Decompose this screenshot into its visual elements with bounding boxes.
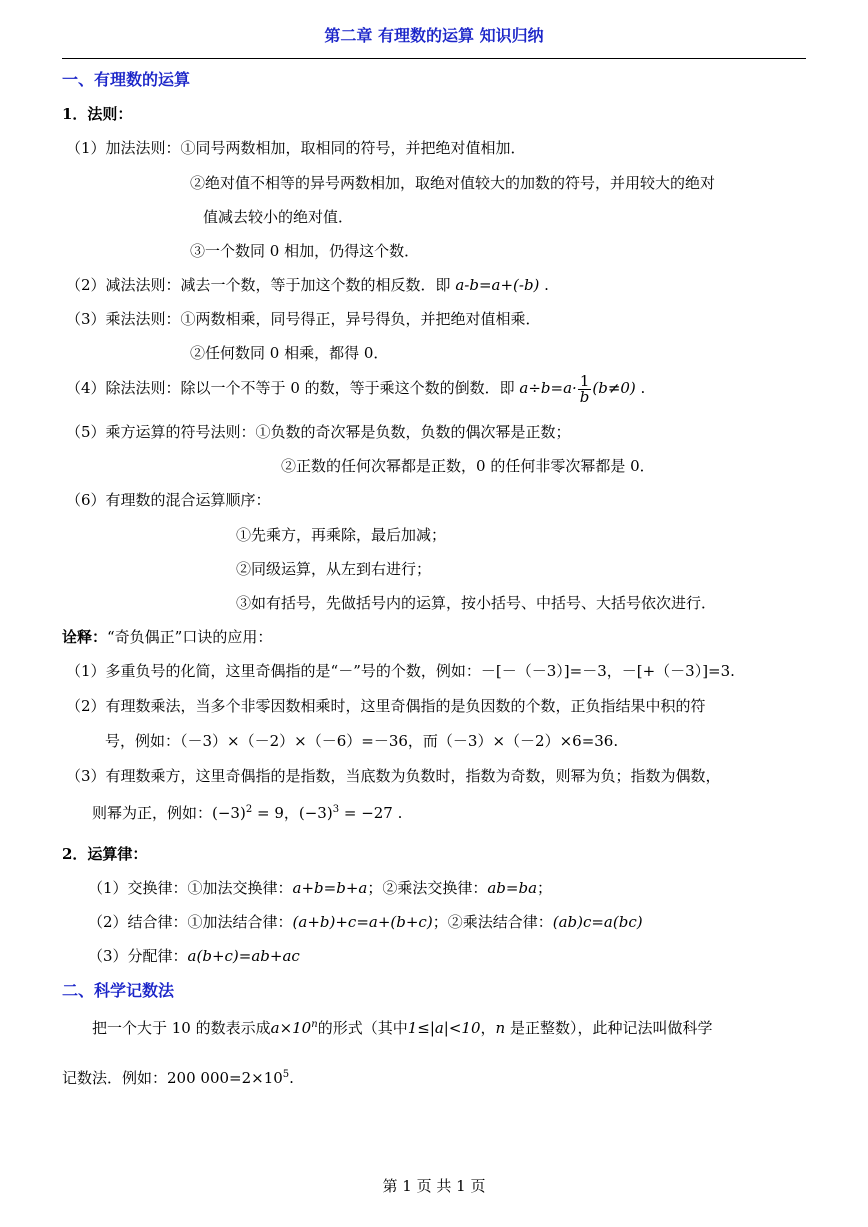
- sci-exponent: n: [311, 1019, 318, 1030]
- subtract-end: .: [539, 276, 549, 294]
- subtract-rule-text: （2）减法法则：减去一个数，等于加这个数的相反数．即: [66, 276, 456, 294]
- law-commutative: [88, 878, 552, 898]
- fraction-denominator: b: [579, 387, 590, 406]
- subsection-rules: 1．法则：: [62, 105, 133, 123]
- note-3-cont: [92, 803, 402, 823]
- law-2-mid: ；②乘法结合律：: [432, 913, 553, 931]
- add-rule-3: ③一个数同 0 相加，仍得这个数．: [190, 242, 420, 260]
- note-3-text: 则幂为正，例如：: [92, 804, 213, 822]
- sci-notation-para-1: [92, 1018, 713, 1038]
- law-1-pre: （1）交换律：①加法交换律：: [88, 879, 293, 897]
- power-rule-1: （5）乘方运算的符号法则：①负数的奇次幂是负数，负数的偶次幂是正数；: [66, 423, 571, 441]
- divide-formula-b: (b≠0): [592, 379, 636, 397]
- divide-formula-a: a÷b=a·: [519, 379, 577, 397]
- sci-text-a: 把一个大于 10 的数表示成: [92, 1019, 271, 1037]
- add-rule-2: ②绝对值不相等的异号两数相加，取绝对值较大的加数的符号，并用较大的绝对: [190, 174, 716, 192]
- add-rule-2-cont: 值减去较小的绝对值．: [203, 208, 354, 226]
- law-2-formula-1: (a+b)+c=a+(b+c): [292, 913, 433, 931]
- sci-notation-para-2: [62, 1068, 294, 1088]
- note-2: （2）有理数乘法，当多个非零因数相乘时，这里奇偶指的是负因数的个数，正负指结果中积的符: [66, 697, 706, 715]
- multiply-rule-1: （3）乘法法则：①两数相乘，同号得正，异号得负，并把绝对值相乘．: [66, 310, 541, 328]
- law-1-end: ；: [537, 879, 553, 897]
- subtract-rule: [66, 275, 549, 295]
- law-1-formula-2: ab=ba: [487, 879, 538, 897]
- power-example-2-exp: 3: [332, 804, 340, 815]
- mixed-order-1: ①先乘方，再乘除，最后加减；: [236, 526, 447, 544]
- note-3-end: .: [392, 804, 403, 822]
- divide-rule: [66, 370, 645, 406]
- mixed-order-3: ③如有括号，先做括号内的运算，按小括号、中括号、大括号依次进行．: [236, 594, 717, 612]
- section-heading-1: 一、有理数的运算: [62, 70, 191, 89]
- sci-example-exp: 5: [282, 1069, 290, 1080]
- law-associative: [88, 912, 643, 932]
- sci-formula: a×10: [270, 1019, 312, 1037]
- law-2-formula-2: (ab)c=a(bc): [552, 913, 643, 931]
- note-label: 诠释：: [62, 628, 108, 646]
- divide-rule-text: （4）除法法则：除以一个不等于 0 的数，等于乘这个数的倒数．即: [66, 379, 520, 397]
- sci-comma: ，: [480, 1019, 496, 1037]
- power-example-sep: ，: [283, 804, 299, 822]
- page-title: 第二章 有理数的运算 知识归纳: [324, 26, 544, 45]
- law-3-pre: （3）分配律：: [88, 947, 188, 965]
- divide-end: .: [635, 379, 646, 397]
- power-example-2-base: (−3): [298, 804, 333, 822]
- page-footer: 第 1 页 共 1 页: [382, 1177, 486, 1195]
- power-example-1-base: (−3): [212, 804, 246, 822]
- law-3-formula: a(b+c)=ab+ac: [187, 947, 300, 965]
- sci-example: 记数法．例如：200 000=2×10: [62, 1069, 283, 1087]
- fraction-numerator: 1: [579, 371, 590, 390]
- title-rule: [62, 58, 806, 59]
- subtract-formula: a-b=a+(-b): [455, 276, 540, 294]
- law-2-pre: （2）结合律：①加法结合律：: [88, 913, 293, 931]
- sci-text-c: 是正整数），此种记法叫做科学: [505, 1019, 713, 1037]
- law-1-formula-1: a+b=b+a: [292, 879, 368, 897]
- section-heading-2: 二、科学记数法: [62, 981, 175, 1000]
- note-1: （1）多重负号的化简，这里奇偶指的是“－”号的个数，例如：－[－（－3）]=－3，－[+（－3）]=3.: [66, 662, 735, 680]
- divide-fraction: [578, 371, 592, 406]
- multiply-rule-2: ②任何数同 0 相乘，都得 0．: [190, 344, 389, 362]
- mixed-order-2: ②同级运算，从左到右进行；: [236, 560, 432, 578]
- power-example-2-result: = −27: [339, 804, 393, 822]
- note-line: [62, 627, 272, 647]
- add-rule-1: （1）加法法则：①同号两数相加，取相同的符号，并把绝对值相加．: [66, 139, 526, 157]
- note-3: （3）有理数乘方，这里奇偶指的是指数，当底数为负数时，指数为奇数，则幂为负；指数为偶数，: [66, 767, 721, 785]
- note-text: “奇负偶正”口诀的应用：: [107, 628, 273, 646]
- law-1-mid: ；②乘法交换律：: [367, 879, 488, 897]
- mixed-order-heading: （6）有理数的混合运算顺序：: [66, 491, 271, 509]
- subsection-laws: 2．运算律：: [62, 845, 148, 863]
- power-example-1-result: = 9: [252, 804, 284, 822]
- sci-range: 1≤|a|<10: [407, 1019, 481, 1037]
- sci-n: n: [495, 1019, 506, 1037]
- law-distributive: [88, 946, 300, 966]
- power-example-1-exp: 2: [245, 804, 253, 815]
- sci-example-end: .: [289, 1069, 294, 1087]
- power-rule-2: ②正数的任何次幂都是正数，0 的任何非零次幂都是 0．: [281, 457, 655, 475]
- note-2-cont: 号，例如：（－3）×（－2）×（－6）=－36，而（－3）×（－2）×6=36.: [105, 732, 619, 750]
- sci-text-b: 的形式（其中: [317, 1019, 408, 1037]
